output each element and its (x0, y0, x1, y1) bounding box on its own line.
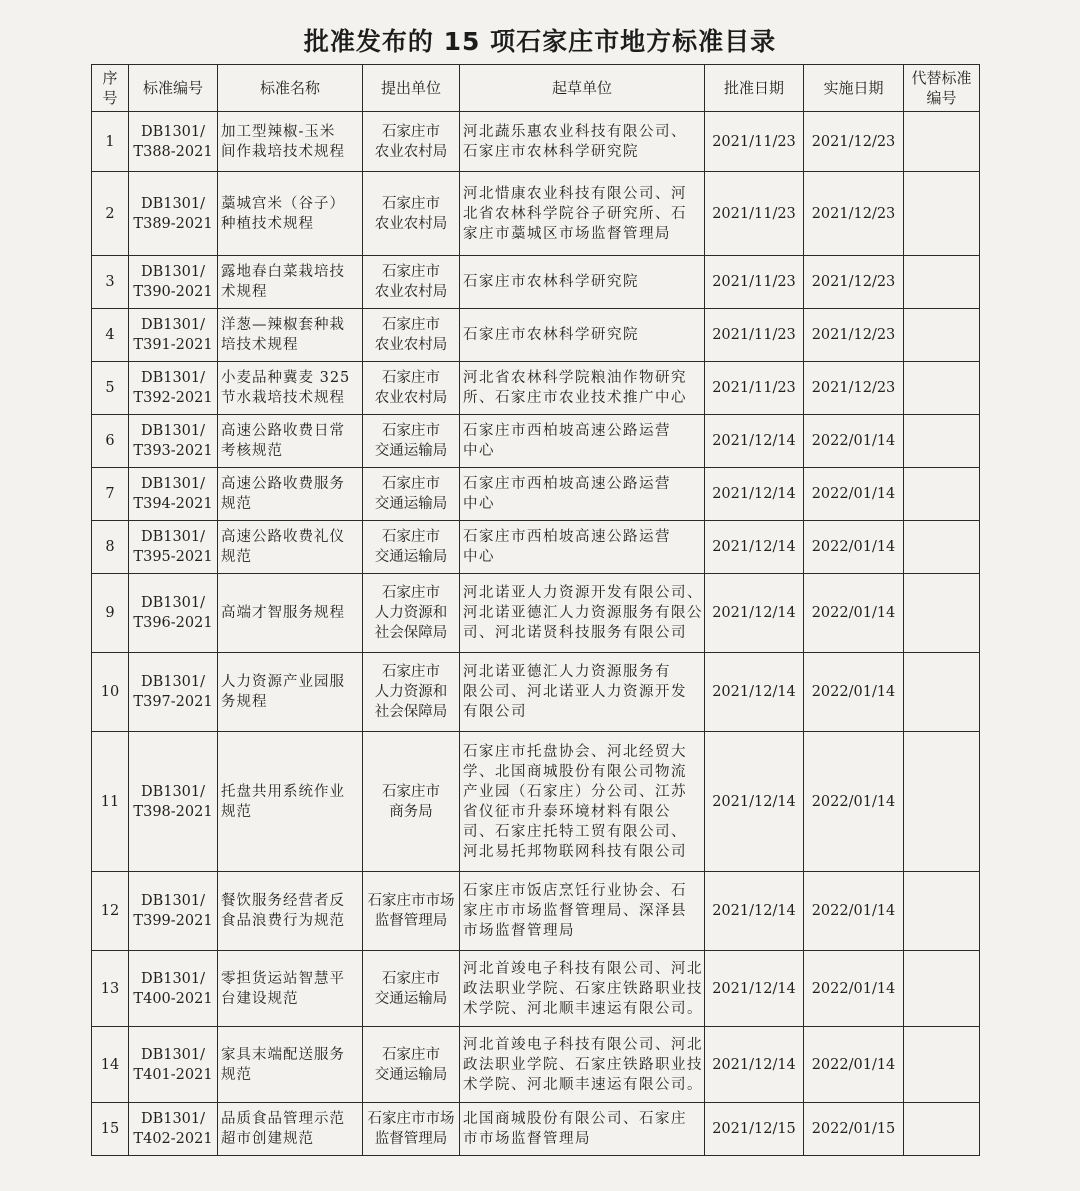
header-approve-date: 批准日期 (705, 65, 804, 112)
cell-name: 藁城宫米（谷子） 种植技术规程 (218, 172, 363, 256)
cell-num: 6 (92, 415, 129, 468)
table-row (92, 872, 980, 951)
cell-impl-date: 2022/01/14 (804, 468, 904, 521)
header-drafter: 起草单位 (460, 65, 705, 112)
cell-name: 小麦品种冀麦 325 节水栽培技术规程 (218, 362, 363, 415)
cell-name: 高端才智服务规程 (218, 574, 363, 653)
table-body (92, 112, 980, 1156)
cell-approve-date: 2021/11/23 (705, 172, 804, 256)
cell-proposer: 石家庄市 农业农村局 (363, 256, 460, 309)
cell-approve-date: 2021/12/14 (705, 521, 804, 574)
header-replaced: 代替标准 编号 (904, 65, 980, 112)
cell-proposer: 石家庄市 交通运输局 (363, 521, 460, 574)
cell-approve-date: 2021/12/14 (705, 574, 804, 653)
cell-proposer: 石家庄市市场 监督管理局 (363, 872, 460, 951)
cell-name: 托盘共用系统作业 规范 (218, 732, 363, 872)
cell-num: 15 (92, 1103, 129, 1156)
cell-num: 7 (92, 468, 129, 521)
cell-impl-date: 2021/12/23 (804, 256, 904, 309)
cell-replaced (904, 521, 980, 574)
cell-name: 人力资源产业园服 务规程 (218, 653, 363, 732)
table-row (92, 309, 980, 362)
cell-impl-date: 2021/12/23 (804, 172, 904, 256)
cell-replaced (904, 872, 980, 951)
cell-approve-date: 2021/12/14 (705, 732, 804, 872)
cell-code: DB1301/ T392-2021 (129, 362, 218, 415)
cell-drafter: 石家庄市西柏坡高速公路运营 中心 (460, 415, 705, 468)
header-name: 标准名称 (218, 65, 363, 112)
cell-drafter: 石家庄市饭店烹饪行业协会、石 家庄市市场监督管理局、深泽县 市场监督管理局 (460, 872, 705, 951)
table-row (92, 256, 980, 309)
cell-approve-date: 2021/11/23 (705, 256, 804, 309)
cell-drafter: 河北首竣电子科技有限公司、河北 政法职业学院、石家庄铁路职业技 术学院、河北顺丰速运有限公司。 (460, 1027, 705, 1103)
cell-num: 9 (92, 574, 129, 653)
cell-approve-date: 2021/12/14 (705, 653, 804, 732)
cell-proposer: 石家庄市 农业农村局 (363, 362, 460, 415)
cell-replaced (904, 732, 980, 872)
cell-impl-date: 2022/01/14 (804, 653, 904, 732)
cell-num: 8 (92, 521, 129, 574)
cell-approve-date: 2021/12/15 (705, 1103, 804, 1156)
cell-drafter: 石家庄市农林科学研究院 (460, 309, 705, 362)
cell-name: 高速公路收费礼仪 规范 (218, 521, 363, 574)
cell-impl-date: 2022/01/14 (804, 872, 904, 951)
cell-name: 高速公路收费服务 规范 (218, 468, 363, 521)
cell-code: DB1301/ T394-2021 (129, 468, 218, 521)
cell-proposer: 石家庄市 交通运输局 (363, 468, 460, 521)
cell-impl-date: 2021/12/23 (804, 362, 904, 415)
standards-table (91, 64, 980, 1156)
cell-replaced (904, 415, 980, 468)
table-row (92, 468, 980, 521)
cell-impl-date: 2022/01/14 (804, 951, 904, 1027)
cell-replaced (904, 468, 980, 521)
cell-num: 2 (92, 172, 129, 256)
cell-proposer: 石家庄市 农业农村局 (363, 172, 460, 256)
cell-replaced (904, 309, 980, 362)
cell-num: 5 (92, 362, 129, 415)
cell-num: 14 (92, 1027, 129, 1103)
table-row (92, 112, 980, 172)
cell-replaced (904, 951, 980, 1027)
table-row (92, 653, 980, 732)
cell-num: 13 (92, 951, 129, 1027)
header-num: 序 号 (92, 65, 129, 112)
cell-name: 露地春白菜栽培技 术规程 (218, 256, 363, 309)
cell-replaced (904, 112, 980, 172)
cell-drafter: 河北诺亚德汇人力资源服务有 限公司、河北诺亚人力资源开发 有限公司 (460, 653, 705, 732)
cell-proposer: 石家庄市 交通运输局 (363, 1027, 460, 1103)
cell-proposer: 石家庄市 农业农村局 (363, 309, 460, 362)
cell-drafter: 石家庄市农林科学研究院 (460, 256, 705, 309)
cell-num: 12 (92, 872, 129, 951)
table-row (92, 1027, 980, 1103)
cell-code: DB1301/ T393-2021 (129, 415, 218, 468)
document-title: 批准发布的 15 项石家庄市地方标准目录 (303, 27, 777, 56)
cell-replaced (904, 172, 980, 256)
cell-num: 10 (92, 653, 129, 732)
cell-code: DB1301/ T400-2021 (129, 951, 218, 1027)
cell-name: 零担货运站智慧平 台建设规范 (218, 951, 363, 1027)
cell-replaced (904, 1103, 980, 1156)
table-row (92, 1103, 980, 1156)
cell-impl-date: 2022/01/14 (804, 732, 904, 872)
cell-replaced (904, 256, 980, 309)
cell-code: DB1301/ T397-2021 (129, 653, 218, 732)
table-row (92, 362, 980, 415)
cell-code: DB1301/ T401-2021 (129, 1027, 218, 1103)
cell-replaced (904, 362, 980, 415)
cell-impl-date: 2022/01/14 (804, 1027, 904, 1103)
cell-name: 加工型辣椒-玉米 间作栽培技术规程 (218, 112, 363, 172)
cell-proposer: 石家庄市 交通运输局 (363, 415, 460, 468)
cell-num: 3 (92, 256, 129, 309)
cell-impl-date: 2022/01/14 (804, 415, 904, 468)
cell-name: 家具末端配送服务 规范 (218, 1027, 363, 1103)
cell-proposer: 石家庄市 农业农村局 (363, 112, 460, 172)
cell-num: 4 (92, 309, 129, 362)
table-row (92, 415, 980, 468)
cell-code: DB1301/ T391-2021 (129, 309, 218, 362)
cell-code: DB1301/ T389-2021 (129, 172, 218, 256)
cell-name: 洋葱—辣椒套种栽 培技术规程 (218, 309, 363, 362)
cell-num: 1 (92, 112, 129, 172)
cell-num: 11 (92, 732, 129, 872)
cell-impl-date: 2022/01/14 (804, 574, 904, 653)
cell-approve-date: 2021/12/14 (705, 1027, 804, 1103)
header-code: 标准编号 (129, 65, 218, 112)
cell-drafter: 河北惜康农业科技有限公司、河 北省农林科学院谷子研究所、石 家庄市藁城区市场监督管理局 (460, 172, 705, 256)
cell-impl-date: 2022/01/14 (804, 521, 904, 574)
cell-approve-date: 2021/11/23 (705, 362, 804, 415)
cell-impl-date: 2022/01/15 (804, 1103, 904, 1156)
cell-approve-date: 2021/12/14 (705, 468, 804, 521)
cell-drafter: 河北首竣电子科技有限公司、河北 政法职业学院、石家庄铁路职业技 术学院、河北顺丰速运有限公司。 (460, 951, 705, 1027)
cell-replaced (904, 1027, 980, 1103)
cell-drafter: 河北诺亚人力资源开发有限公司、 河北诺亚德汇人力资源服务有限公 司、河北诺贤科技服务有限公司 (460, 574, 705, 653)
table-row (92, 172, 980, 256)
cell-drafter: 河北省农林科学院粮油作物研究 所、石家庄市农业技术推广中心 (460, 362, 705, 415)
cell-approve-date: 2021/11/23 (705, 309, 804, 362)
cell-code: DB1301/ T388-2021 (129, 112, 218, 172)
cell-code: DB1301/ T395-2021 (129, 521, 218, 574)
table-row (92, 951, 980, 1027)
cell-approve-date: 2021/11/23 (705, 112, 804, 172)
table-row (92, 574, 980, 653)
cell-name: 品质食品管理示范 超市创建规范 (218, 1103, 363, 1156)
cell-drafter: 石家庄市西柏坡高速公路运营 中心 (460, 521, 705, 574)
cell-proposer: 石家庄市 人力资源和 社会保障局 (363, 653, 460, 732)
header-impl-date: 实施日期 (804, 65, 904, 112)
cell-name: 餐饮服务经营者反 食品浪费行为规范 (218, 872, 363, 951)
cell-proposer: 石家庄市 商务局 (363, 732, 460, 872)
cell-drafter: 石家庄市西柏坡高速公路运营 中心 (460, 468, 705, 521)
cell-impl-date: 2021/12/23 (804, 112, 904, 172)
table-header-row (92, 65, 980, 112)
table-row (92, 521, 980, 574)
cell-drafter: 河北蔬乐惠农业科技有限公司、 石家庄市农林科学研究院 (460, 112, 705, 172)
cell-approve-date: 2021/12/14 (705, 872, 804, 951)
cell-impl-date: 2021/12/23 (804, 309, 904, 362)
cell-code: DB1301/ T396-2021 (129, 574, 218, 653)
cell-proposer: 石家庄市 人力资源和 社会保障局 (363, 574, 460, 653)
cell-proposer: 石家庄市 交通运输局 (363, 951, 460, 1027)
cell-proposer: 石家庄市市场 监督管理局 (363, 1103, 460, 1156)
cell-code: DB1301/ T390-2021 (129, 256, 218, 309)
cell-code: DB1301/ T402-2021 (129, 1103, 218, 1156)
cell-code: DB1301/ T398-2021 (129, 732, 218, 872)
cell-replaced (904, 574, 980, 653)
table-row (92, 732, 980, 872)
cell-approve-date: 2021/12/14 (705, 951, 804, 1027)
cell-drafter: 石家庄市托盘协会、河北经贸大 学、北国商城股份有限公司物流 产业园（石家庄）分公司、江苏 省仪征市升泰环境材料有限公 司、石家庄托特工贸有限公司、 河北易托邦物联网科技有限公司 (460, 732, 705, 872)
cell-name: 高速公路收费日常 考核规范 (218, 415, 363, 468)
header-proposer: 提出单位 (363, 65, 460, 112)
cell-approve-date: 2021/12/14 (705, 415, 804, 468)
cell-code: DB1301/ T399-2021 (129, 872, 218, 951)
cell-drafter: 北国商城股份有限公司、石家庄 市市场监督管理局 (460, 1103, 705, 1156)
cell-replaced (904, 653, 980, 732)
